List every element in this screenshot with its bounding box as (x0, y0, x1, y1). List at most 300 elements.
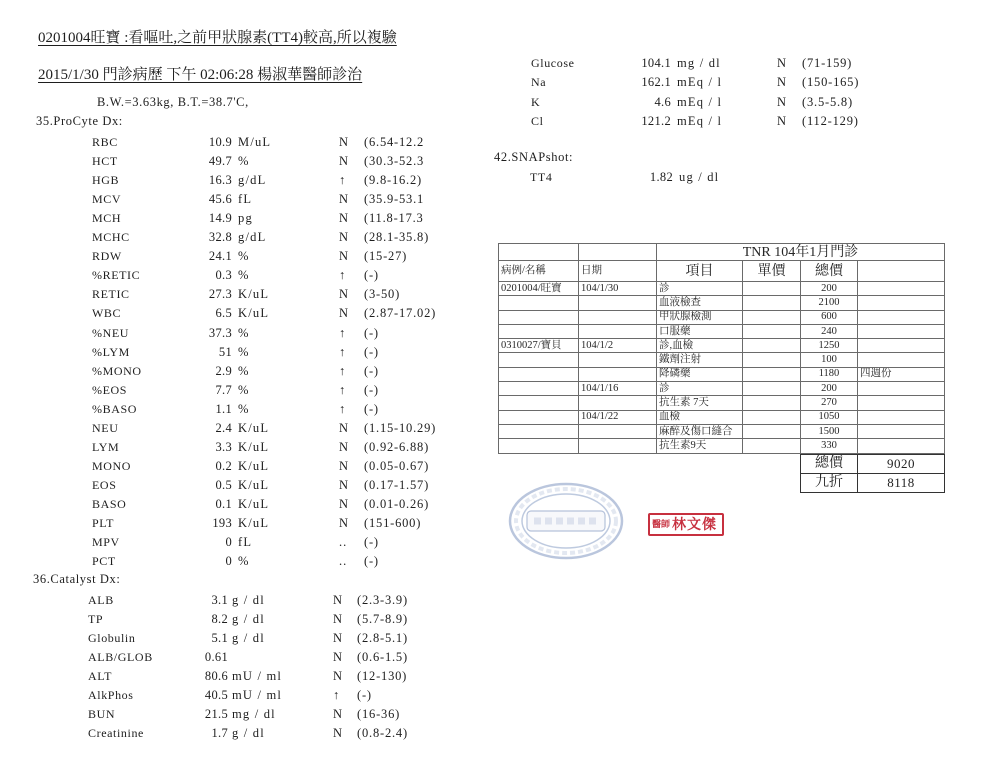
total-label: 總價 (801, 455, 858, 474)
result-flag: ↑ (339, 345, 347, 359)
test-unit: mU / ml (232, 688, 283, 702)
test-unit: % (238, 554, 250, 568)
reference-range: (0.01-0.26) (364, 497, 430, 511)
unit-price-cell (743, 439, 801, 453)
invoice-row (499, 396, 945, 410)
test-unit: M/uL (238, 135, 272, 149)
case-cell (499, 396, 579, 410)
note-cell (858, 324, 945, 338)
test-unit: g / dl (232, 726, 265, 740)
test-value: 49.7 (208, 154, 232, 168)
total-value: 9020 (858, 455, 945, 474)
case-cell: 0310027/寶貝 (499, 339, 579, 353)
test-value: 121.2 (641, 114, 671, 128)
unit-price-cell (743, 424, 801, 438)
test-name: MCV (92, 192, 122, 206)
test-unit: mEq / l (677, 114, 723, 128)
unit-price-cell (743, 353, 801, 367)
reference-range: (12-130) (357, 669, 408, 683)
invoice-table (498, 243, 944, 454)
test-value: 45.6 (208, 192, 232, 206)
test-name: HCT (92, 154, 118, 168)
reference-range: (5.7-8.9) (357, 612, 408, 626)
procyte-row (0, 553, 981, 569)
result-flag: ↑ (339, 173, 347, 187)
procyte-row (0, 153, 981, 169)
reference-range: (9.8-16.2) (364, 173, 422, 187)
catalyst-row (0, 611, 981, 627)
result-flag: ↑ (339, 402, 347, 416)
case-cell (499, 353, 579, 367)
invoice-row (499, 353, 945, 367)
test-value: 3.1 (211, 593, 228, 607)
invoice-row (499, 382, 945, 396)
test-value: 0.1 (215, 497, 232, 511)
total-price-cell: 330 (801, 439, 858, 453)
test-unit: pg (238, 211, 253, 225)
case-cell (499, 439, 579, 453)
visit-line: 2015/1/30 門診病歷 下午 02:06:28 楊淑華醫師診治 (38, 67, 363, 83)
date-cell (579, 439, 657, 453)
invoice-row (499, 296, 945, 310)
reference-range: (3-50) (364, 287, 401, 301)
test-name: BASO (92, 497, 127, 511)
test-name: TP (88, 612, 104, 626)
test-unit: K/uL (238, 421, 270, 435)
test-value: 0 (225, 554, 232, 568)
result-flag: N (339, 421, 350, 435)
note-cell (858, 396, 945, 410)
test-unit: K/uL (238, 459, 270, 473)
reference-range: (-) (357, 688, 372, 702)
reference-range: (112-129) (802, 114, 859, 128)
result-flag: N (339, 516, 350, 530)
test-name: MCH (92, 211, 122, 225)
note-cell (858, 296, 945, 310)
test-unit: % (238, 383, 250, 397)
result-flag: N (339, 478, 350, 492)
test-unit: % (238, 364, 250, 378)
note-cell (858, 439, 945, 453)
header-date: 日期 (579, 261, 657, 282)
reference-range: (150-165) (802, 75, 860, 89)
test-name: RETIC (92, 287, 130, 301)
invoice-row (499, 310, 945, 324)
reference-range: (2.8-5.1) (357, 631, 408, 645)
procyte-section-title: 35.ProCyte Dx: (36, 114, 123, 128)
reference-range: (6.54-12.2 (364, 135, 425, 149)
reference-range: (0.8-2.4) (357, 726, 408, 740)
unit-price-cell (743, 382, 801, 396)
reference-range: (151-600) (364, 516, 422, 530)
unit-price-cell (743, 282, 801, 296)
test-unit: mEq / l (677, 95, 723, 109)
item-cell: 血檢 (657, 410, 743, 424)
date-cell (579, 296, 657, 310)
result-flag: N (333, 593, 344, 607)
total-price-cell: 1500 (801, 424, 858, 438)
test-value: 32.8 (208, 230, 232, 244)
test-unit: g / dl (232, 612, 265, 626)
invoice-row (499, 410, 945, 424)
reference-range: (0.05-0.67) (364, 459, 430, 473)
test-name: LYM (92, 440, 120, 454)
invoice-grid (498, 243, 945, 454)
result-flag: N (339, 459, 350, 473)
catalyst-row (0, 630, 981, 646)
reference-range: (0.6-1.5) (357, 650, 408, 664)
case-cell (499, 310, 579, 324)
test-value: 51 (218, 345, 232, 359)
catalyst-row (0, 668, 981, 684)
snapshot-row (0, 169, 981, 185)
test-unit: mg / dl (677, 56, 721, 70)
doctor-seal-name: 林文傑 (672, 516, 718, 533)
reference-range: (-) (364, 268, 379, 282)
test-name: MONO (92, 459, 132, 473)
note-cell (858, 310, 945, 324)
test-value: 40.5 (204, 688, 228, 702)
test-name: MPV (92, 535, 120, 549)
test-value: 21.5 (204, 707, 228, 721)
doctor-seal-stamp (648, 513, 724, 536)
test-name: Na (531, 75, 547, 89)
test-value: 0 (225, 535, 232, 549)
test-value: 14.9 (208, 211, 232, 225)
test-unit: % (238, 249, 250, 263)
test-value: 1.82 (649, 170, 673, 184)
procyte-row (0, 496, 981, 512)
test-unit: % (238, 154, 250, 168)
result-flag: N (339, 135, 350, 149)
test-name: Cl (531, 114, 544, 128)
invoice-row (499, 282, 945, 296)
item-cell: 抗生素 7天 (657, 396, 743, 410)
reference-range: (-) (364, 326, 379, 340)
test-name: AlkPhos (88, 688, 134, 702)
test-unit: fL (238, 192, 253, 206)
reference-range: (-) (364, 402, 379, 416)
reference-range: (1.15-10.29) (364, 421, 437, 435)
test-value: 8.2 (211, 612, 228, 626)
test-value: 2.4 (215, 421, 232, 435)
result-flag: N (333, 669, 344, 683)
test-name: %BASO (92, 402, 138, 416)
item-cell: 甲狀腺檢測 (657, 310, 743, 324)
test-unit: g / dl (232, 631, 265, 645)
reference-range: (30.3-52.3 (364, 154, 425, 168)
result-flag: N (339, 249, 350, 263)
result-flag: N (777, 114, 788, 128)
date-cell: 104/1/30 (579, 282, 657, 296)
item-cell: 抗生素9天 (657, 439, 743, 453)
test-unit: % (238, 345, 250, 359)
test-unit: mg / dl (232, 707, 276, 721)
test-name: PLT (92, 516, 115, 530)
procyte-row (0, 515, 981, 531)
test-unit: K/uL (238, 497, 270, 511)
test-name: WBC (92, 306, 122, 320)
test-value: 37.3 (208, 326, 232, 340)
test-name: HGB (92, 173, 120, 187)
item-cell: 診 (657, 282, 743, 296)
item-cell: 鐵劑注射 (657, 353, 743, 367)
vitals-line: B.W.=3.63kg, B.T.=38.7'C, (97, 95, 249, 109)
result-flag: N (339, 497, 350, 511)
total-price-cell: 2100 (801, 296, 858, 310)
catalyst-row (0, 649, 981, 665)
test-unit: g/dL (238, 230, 267, 244)
note-cell (858, 410, 945, 424)
test-unit: g/dL (238, 173, 267, 187)
discount-value: 8118 (858, 474, 945, 493)
case-cell (499, 382, 579, 396)
result-flag: N (339, 306, 350, 320)
result-flag: N (339, 287, 350, 301)
unit-price-cell (743, 410, 801, 424)
test-name: EOS (92, 478, 117, 492)
catalyst-row (0, 592, 981, 608)
test-value: 80.6 (204, 669, 228, 683)
reference-range: (-) (364, 345, 379, 359)
case-cell (499, 296, 579, 310)
total-price-cell: 600 (801, 310, 858, 324)
test-name: %LYM (92, 345, 130, 359)
item-cell: 降磷藥 (657, 367, 743, 381)
result-flag: N (339, 211, 350, 225)
blank-cell (579, 244, 657, 261)
test-value: 3.3 (215, 440, 232, 454)
test-value: 104.1 (641, 56, 671, 70)
reference-range: (-) (364, 535, 379, 549)
unit-price-cell (743, 367, 801, 381)
header-case: 病例/名稱 (499, 261, 579, 282)
result-flag: .. (339, 535, 348, 549)
date-cell (579, 353, 657, 367)
total-price-cell: 100 (801, 353, 858, 367)
hospital-seal (507, 481, 625, 561)
invoice-row (499, 339, 945, 353)
note-cell (858, 424, 945, 438)
test-name: TT4 (530, 170, 553, 184)
reference-range: (0.17-1.57) (364, 478, 430, 492)
snapshot-section-title: 42.SNAPshot: (494, 150, 574, 164)
procyte-row (0, 534, 981, 550)
test-value: 16.3 (208, 173, 232, 187)
note-cell (858, 282, 945, 296)
test-value: 6.5 (215, 306, 232, 320)
test-name: Glucose (531, 56, 575, 70)
date-cell (579, 367, 657, 381)
header-total: 總價 (801, 261, 858, 282)
test-name: RBC (92, 135, 118, 149)
date-cell: 104/1/16 (579, 382, 657, 396)
test-name: K (531, 95, 541, 109)
test-value: 1.1 (215, 402, 232, 416)
catalyst-row (0, 725, 981, 741)
test-name: RDW (92, 249, 122, 263)
test-value: 162.1 (641, 75, 671, 89)
test-unit: K/uL (238, 306, 270, 320)
total-price-cell: 200 (801, 382, 858, 396)
date-cell (579, 310, 657, 324)
reference-range: (15-27) (364, 249, 408, 263)
reference-range: (0.92-6.88) (364, 440, 430, 454)
note-cell (858, 339, 945, 353)
test-value: 0.5 (215, 478, 232, 492)
total-price-cell: 240 (801, 324, 858, 338)
header-unit-price: 單價 (743, 261, 801, 282)
case-cell (499, 367, 579, 381)
total-row (801, 455, 945, 474)
unit-price-cell (743, 324, 801, 338)
test-value: 4.6 (654, 95, 671, 109)
electrolytes-row (0, 74, 981, 90)
test-unit: K/uL (238, 440, 270, 454)
electrolytes-row (0, 113, 981, 129)
result-flag: ↑ (333, 688, 341, 702)
discount-label: 九折 (801, 474, 858, 493)
test-value: 7.7 (215, 383, 232, 397)
unit-price-cell (743, 396, 801, 410)
reference-range: (-) (364, 383, 379, 397)
catalyst-section-title: 36.Catalyst Dx: (33, 572, 121, 586)
reference-range: (28.1-35.8) (364, 230, 430, 244)
test-unit: K/uL (238, 516, 270, 530)
reference-range: (2.3-3.9) (357, 593, 408, 607)
test-value: 10.9 (208, 135, 232, 149)
test-name: ALB (88, 593, 114, 607)
test-name: ALB/GLOB (88, 650, 153, 664)
test-unit: ug / dl (679, 170, 720, 184)
invoice-title: TNR 104年1月門診 (657, 244, 945, 261)
reference-range: (35.9-53.1 (364, 192, 425, 206)
invoice-totals (800, 454, 944, 493)
result-flag: ↑ (339, 364, 347, 378)
result-flag: ↑ (339, 326, 347, 340)
unit-price-cell (743, 310, 801, 324)
result-flag: N (333, 612, 344, 626)
test-name: %NEU (92, 326, 130, 340)
test-unit: fL (238, 535, 253, 549)
test-name: %EOS (92, 383, 128, 397)
test-unit: mU / ml (232, 669, 283, 683)
test-value: 193 (212, 516, 232, 530)
electrolytes-row (0, 94, 981, 110)
total-price-cell: 200 (801, 282, 858, 296)
result-flag: ↑ (339, 383, 347, 397)
test-value: 1.7 (211, 726, 228, 740)
result-flag: N (339, 192, 350, 206)
result-flag: N (333, 726, 344, 740)
invoice-title-row (499, 244, 945, 261)
result-flag: N (777, 75, 788, 89)
discount-row (801, 474, 945, 493)
procyte-row (0, 191, 981, 207)
procyte-row (0, 134, 981, 150)
date-cell (579, 396, 657, 410)
test-value: 0.3 (215, 268, 232, 282)
item-cell: 口服藥 (657, 324, 743, 338)
total-price-cell: 1050 (801, 410, 858, 424)
test-name: Creatinine (88, 726, 144, 740)
total-price-cell: 270 (801, 396, 858, 410)
test-unit: % (238, 326, 250, 340)
test-value: 24.1 (208, 249, 232, 263)
test-unit: K/uL (238, 287, 270, 301)
test-name: %RETIC (92, 268, 141, 282)
item-cell: 血液檢查 (657, 296, 743, 310)
test-name: %MONO (92, 364, 142, 378)
invoice-row (499, 424, 945, 438)
test-value: 5.1 (211, 631, 228, 645)
catalyst-row (0, 706, 981, 722)
test-unit: g / dl (232, 593, 265, 607)
complaint-line: 0201004旺寶 :看嘔吐,之前甲狀腺素(TT4)較高,所以複驗 (38, 30, 397, 46)
total-price-cell: 1250 (801, 339, 858, 353)
result-flag: .. (339, 554, 348, 568)
test-value: 0.61 (204, 650, 228, 664)
reference-range: (71-159) (802, 56, 853, 70)
header-note (858, 261, 945, 282)
reference-range: (3.5-5.8) (802, 95, 853, 109)
test-unit: mEq / l (677, 75, 723, 89)
item-cell: 診,血檢 (657, 339, 743, 353)
header-item: 項目 (657, 261, 743, 282)
result-flag: N (339, 440, 350, 454)
unit-price-cell (743, 339, 801, 353)
test-unit: K/uL (238, 478, 270, 492)
reference-range: (16-36) (357, 707, 401, 721)
case-cell (499, 410, 579, 424)
test-name: PCT (92, 554, 116, 568)
result-flag: N (339, 230, 350, 244)
total-price-cell: 1180 (801, 367, 858, 381)
case-cell (499, 424, 579, 438)
invoice-row (499, 367, 945, 381)
test-unit: % (238, 402, 250, 416)
test-unit: % (238, 268, 250, 282)
note-cell: 四週份 (858, 367, 945, 381)
case-cell: 0201004/旺寶 (499, 282, 579, 296)
reference-range: (11.8-17.3 (364, 211, 424, 225)
procyte-row (0, 210, 981, 226)
test-name: BUN (88, 707, 116, 721)
result-flag: N (777, 56, 788, 70)
unit-price-cell (743, 296, 801, 310)
test-name: NEU (92, 421, 119, 435)
test-name: MCHC (92, 230, 130, 244)
case-cell (499, 324, 579, 338)
item-cell: 診 (657, 382, 743, 396)
date-cell: 104/1/22 (579, 410, 657, 424)
date-cell (579, 324, 657, 338)
invoice-header-row (499, 261, 945, 282)
catalyst-row (0, 687, 981, 703)
test-name: ALT (88, 669, 113, 683)
test-value: 2.9 (215, 364, 232, 378)
item-cell: 麻醉及傷口縫合 (657, 424, 743, 438)
invoice-row (499, 439, 945, 453)
test-value: 0.2 (215, 459, 232, 473)
invoice-row (499, 324, 945, 338)
test-value: 27.3 (208, 287, 232, 301)
result-flag: ↑ (339, 268, 347, 282)
reference-range: (2.87-17.02) (364, 306, 437, 320)
reference-range: (-) (364, 364, 379, 378)
result-flag: N (777, 95, 788, 109)
note-cell (858, 382, 945, 396)
